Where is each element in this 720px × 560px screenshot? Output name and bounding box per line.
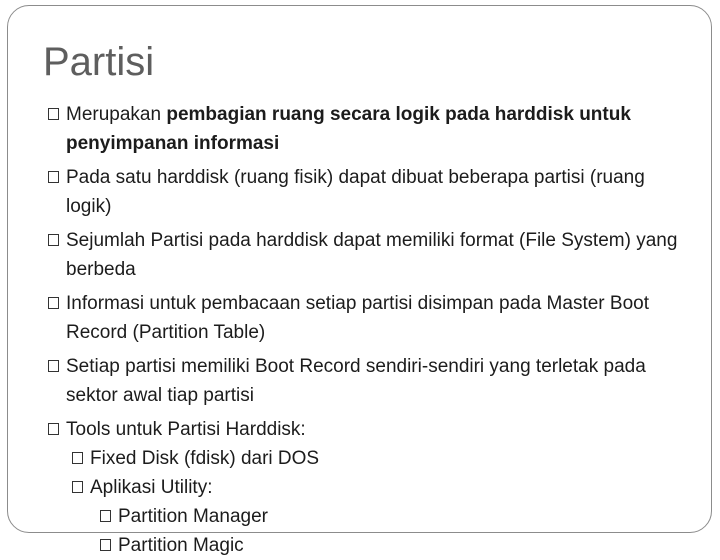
sub-sub-bullet-text: Partition Magic xyxy=(118,535,244,556)
sub-sub-bullet-item xyxy=(48,531,678,560)
bullet-box-icon xyxy=(48,360,59,372)
bullet-box-icon xyxy=(100,539,111,551)
sub-bullet-item xyxy=(48,473,678,502)
bullet-item xyxy=(48,289,678,347)
slide-title: Partisi xyxy=(43,40,155,84)
bullet-box-icon xyxy=(72,452,83,464)
bullet-text: Pada satu harddisk (ruang fisik) dapat dibuat beberapa partisi (ruang logik) xyxy=(66,167,645,217)
bullet-item xyxy=(48,163,678,221)
bullet-box-icon xyxy=(100,510,111,522)
bullet-item xyxy=(48,226,678,284)
bullet-text: Tools untuk Partisi Harddisk: xyxy=(66,419,306,440)
bullet-item xyxy=(48,415,678,444)
bullet-box-icon xyxy=(48,234,59,246)
slide-content xyxy=(48,100,678,560)
bullet-text: Sejumlah Partisi pada harddisk dapat memiliki format (File System) yang berbeda xyxy=(66,230,678,280)
sub-bullet-text: Fixed Disk (fdisk) dari DOS xyxy=(90,448,320,469)
bullet-text: Informasi untuk pembacaan setiap partisi disimpan pada Master Boot Record (Partition Table) xyxy=(66,293,649,343)
bullet-item xyxy=(48,352,678,410)
bullet-box-icon xyxy=(48,423,59,435)
bullet-box-icon xyxy=(72,481,83,493)
bullet-box-icon xyxy=(48,297,59,309)
sub-sub-bullet-item xyxy=(48,502,678,531)
sub-bullet-text: Aplikasi Utility: xyxy=(90,477,213,498)
bullet-box-icon xyxy=(48,171,59,183)
bullet-bold-text: pembagian ruang secara logik pada harddisk untuk penyimpanan informasi xyxy=(66,104,631,154)
bullet-text: Setiap partisi memiliki Boot Record sendiri-sendiri yang terletak pada sektor awal tiap partisi xyxy=(66,356,646,406)
bullet-text: Merupakan xyxy=(66,104,167,125)
sub-sub-bullet-text: Partition Manager xyxy=(118,506,268,527)
bullet-box-icon xyxy=(48,108,59,120)
sub-bullet-item xyxy=(48,444,678,473)
bullet-item xyxy=(48,100,678,158)
